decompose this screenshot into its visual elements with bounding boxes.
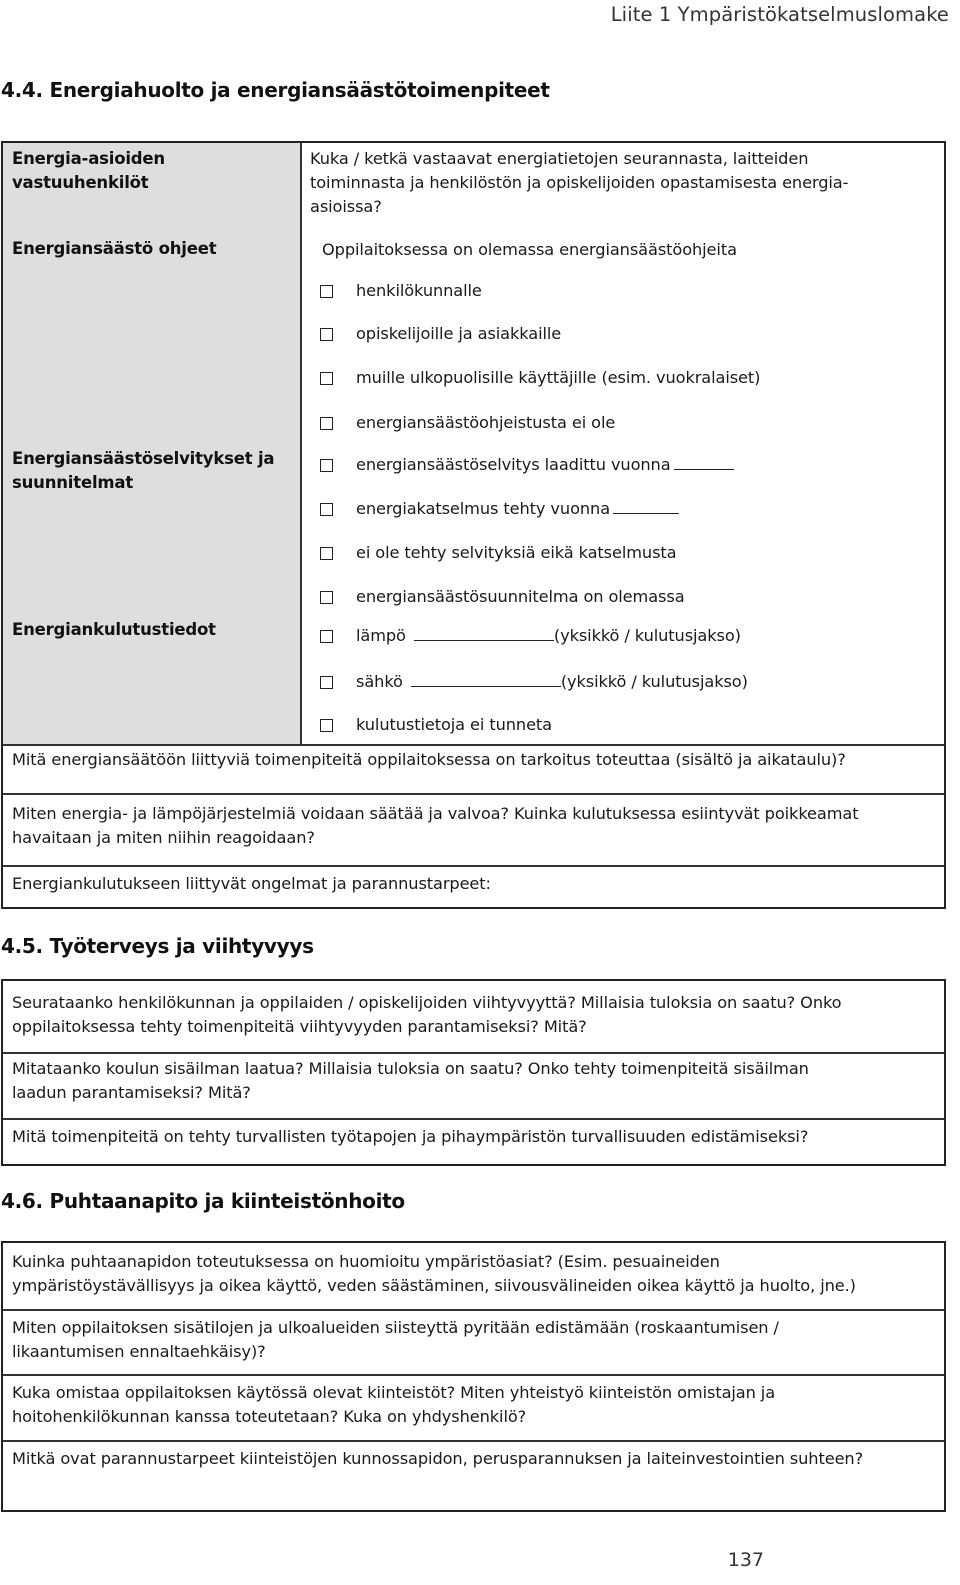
section-title-health: 4.5. Työterveys ja viihtyvyys: [1, 934, 314, 958]
column-divider: [300, 143, 302, 744]
question-control-2: havaitaan ja miten niihin reagoidaan?: [12, 828, 315, 847]
option-electricity: sähkö: [356, 672, 403, 691]
year-blank-audit[interactable]: [613, 512, 679, 514]
option-survey-done-row: [356, 455, 737, 474]
checkbox-plan-exists[interactable]: [320, 591, 333, 604]
label-responsible-1: Energia-asioiden: [12, 149, 165, 168]
label-responsible-2: vastuuhenkilöt: [12, 173, 149, 192]
maint-question-3a: Kuka omistaa oppilaitoksen käytössä olevat kiinteistöt? Miten yhteistyö kiinteistön omistajan ja: [12, 1383, 776, 1402]
health-question-2a: Mitataanko koulun sisäilman laatua? Millaisia tuloksia on saatu? Onko tehty toimenpiteitä sisäilman: [12, 1059, 809, 1078]
health-question-1a: Seurataanko henkilökunnan ja oppilaiden / opiskelijoiden viihtyvyyttä? Millaisia tuloksia on saatu? Onko: [12, 993, 842, 1012]
heat-value-blank[interactable]: [414, 639, 554, 641]
question-responsible-2: toiminnasta ja henkilöstön ja opiskelijoiden opastamisesta energia-: [310, 173, 849, 192]
option-electricity-row: [356, 672, 748, 691]
question-problems: Energiankulutukseen liittyvät ongelmat ja parannustarpeet:: [12, 874, 491, 893]
option-no-survey: ei ole tehty selvityksiä eikä katselmusta: [356, 543, 677, 562]
checkbox-electricity[interactable]: [320, 676, 333, 689]
health-divider-2: [3, 1118, 944, 1120]
option-external-users: muille ulkopuolisille käyttäjille (esim. vuokralaiset): [356, 368, 761, 387]
health-question-2b: laadun parantamiseksi? Mitä?: [12, 1083, 251, 1102]
checkbox-heat[interactable]: [320, 630, 333, 643]
health-question-1b: oppilaitoksessa tehty toimenpiteitä viihtyvyyden parantamiseksi? Mitä?: [12, 1017, 587, 1036]
option-survey-done: energiansäästöselvitys laadittu vuonna: [356, 455, 671, 474]
label-column: [3, 143, 300, 744]
question-measures: Mitä energiansäätöön liittyviä toimenpiteitä oppilaitoksessa on tarkoitus toteuttaa (sisältö ja aikataulu)?: [12, 750, 846, 769]
checkbox-audit-done[interactable]: [320, 503, 333, 516]
maint-question-2a: Miten oppilaitoksen sisätilojen ja ulkoalueiden siisteyttä pyritään edistämään (roskaantumisen /: [12, 1318, 779, 1337]
option-heat-unit: (yksikkö / kulutusjakso): [553, 626, 741, 645]
option-students: opiskelijoille ja asiakkaille: [356, 324, 562, 343]
question-control-1: Miten energia- ja lämpöjärjestelmiä voidaan säätää ja valvoa? Kuinka kulutuksessa esiintyvät poikkeamat: [12, 804, 859, 823]
checkbox-no-instructions[interactable]: [320, 417, 333, 430]
question-responsible-3: asioissa?: [310, 197, 382, 216]
checkbox-external-users[interactable]: [320, 372, 333, 385]
row-divider-2: [3, 793, 944, 795]
maint-divider-1: [3, 1309, 944, 1311]
maint-question-4: Mitkä ovat parannustarpeet kiinteistöjen kunnossapidon, perusparannuksen ja laiteinvestointien suhteen?: [12, 1449, 864, 1468]
option-audit-done: energiakatselmus tehty vuonna: [356, 499, 611, 518]
section-title-maintenance: 4.6. Puhtaanapito ja kiinteistönhoito: [1, 1189, 405, 1213]
checkbox-no-survey[interactable]: [320, 547, 333, 560]
option-no-instructions: energiansäästöohjeistusta ei ole: [356, 413, 616, 432]
label-surveys-2: suunnitelmat: [12, 473, 134, 492]
health-divider-1: [3, 1052, 944, 1054]
maint-divider-2: [3, 1374, 944, 1376]
checkbox-survey-done[interactable]: [320, 459, 333, 472]
option-plan-exists: energiansäästösuunnitelma on olemassa: [356, 587, 685, 606]
page-number: 137: [727, 1549, 764, 1571]
maint-question-1b: ympäristöystävällisyys ja oikea käyttö, veden säästäminen, siivousvälineiden oikea käyttö ja huolto, jne.): [12, 1276, 856, 1295]
option-audit-done-row: [356, 499, 682, 518]
row-divider-3: [3, 865, 944, 867]
option-electricity-unit: (yksikkö / kulutusjakso): [560, 672, 748, 691]
maint-question-3b: hoitohenkilökunnan kanssa toteutetaan? Kuka on yhdyshenkilö?: [12, 1407, 527, 1426]
label-surveys-1: Energiansäästöselvitykset ja: [12, 449, 275, 468]
maint-question-2b: likaantumisen ennaltaehkäisy)?: [12, 1342, 266, 1361]
option-heat: lämpö: [356, 626, 406, 645]
option-consumption-unknown: kulutustietoja ei tunneta: [356, 715, 553, 734]
section-title-energy: 4.4. Energiahuolto ja energiansäästötoimenpiteet: [1, 78, 550, 102]
checkbox-consumption-unknown[interactable]: [320, 719, 333, 732]
maint-question-1a: Kuinka puhtaanapidon toteutuksessa on huomioitu ympäristöasiat? (Esim. pesuaineiden: [12, 1252, 720, 1271]
label-instructions: Energiansäästö ohjeet: [12, 239, 217, 258]
checkbox-staff[interactable]: [320, 285, 333, 298]
electricity-value-blank[interactable]: [411, 685, 561, 687]
label-consumption: Energiankulutustiedot: [12, 620, 216, 639]
question-responsible-1: Kuka / ketkä vastaavat energiatietojen seurannasta, laitteiden: [310, 149, 809, 168]
health-question-3: Mitä toimenpiteitä on tehty turvallisten työtapojen ja pihaympäristön turvallisuuden edistämiseksi?: [12, 1127, 809, 1146]
year-blank-survey[interactable]: [674, 468, 734, 470]
checkbox-students[interactable]: [320, 328, 333, 341]
row-divider-1: [3, 744, 944, 746]
document-header: Liite 1 Ympäristökatselmuslomake: [610, 3, 949, 26]
option-heat-row: [356, 626, 741, 645]
option-staff: henkilökunnalle: [356, 281, 482, 300]
instructions-intro: Oppilaitoksessa on olemassa energiansäästöohjeita: [322, 240, 737, 259]
maint-divider-3: [3, 1440, 944, 1442]
